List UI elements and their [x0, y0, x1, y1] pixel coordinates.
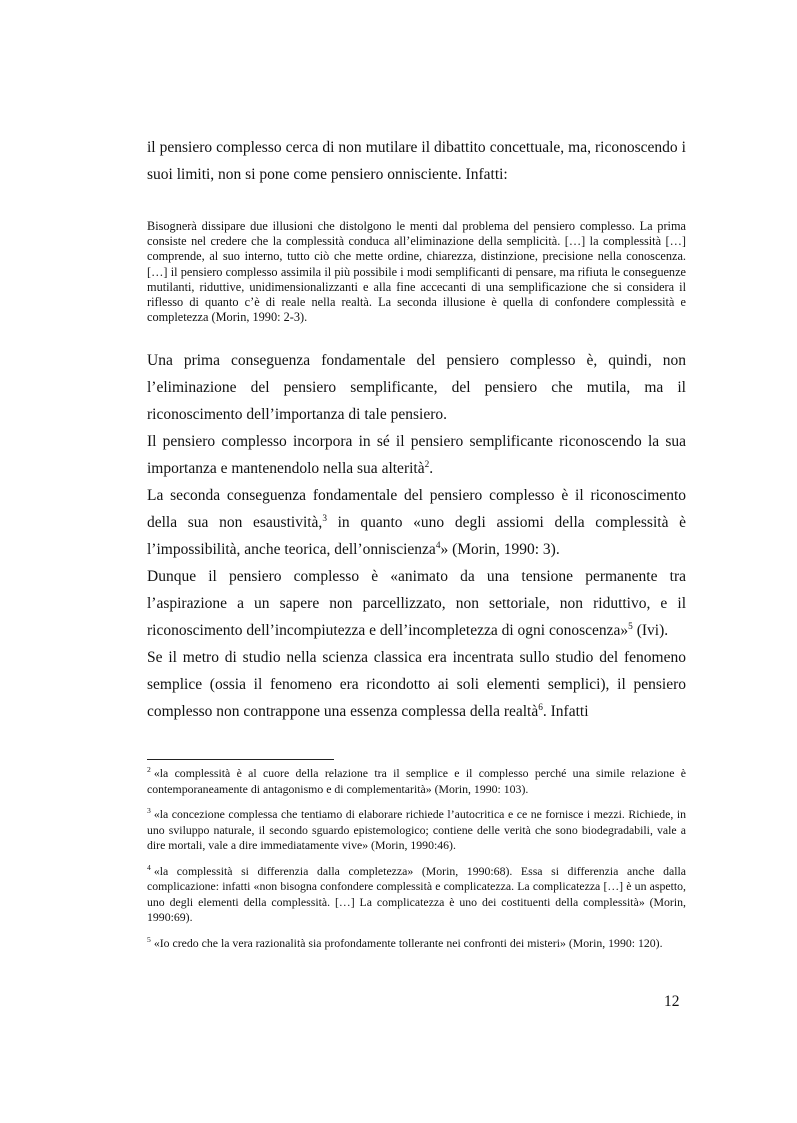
paragraph-4: Dunque il pensiero complesso è «animato da una tensione permanente tra l’aspirazione a un sapere non parcellizzato, non settoriale, non riduttivo, e il riconoscimento dell’incompiutezza e dell’incompletezza di ogni conoscenza»$^5$ (Ivi).: [147, 568, 686, 639]
footnote-ref-5: 5: [628, 621, 633, 632]
paragraph-1: Una prima conseguenza fondamentale del pensiero complesso è, quindi, non l’eliminazione del pensiero semplificante, del pensiero che mutila, ma il riconoscimento dell’importanza di tale pensiero.: [147, 352, 686, 423]
paragraph-5: Se il metro di studio nella scienza classica era incentrata sullo studio del fenomeno semplice (ossia il fenomeno era ricondotto ai soli elementi semplici), il pensiero complesso non contrappone una essenza complessa della realtà$^6$. Infatti: [147, 649, 686, 720]
footnote-ref-2: 2: [424, 459, 430, 470]
intro-paragraph: il pensiero complesso cerca di non mutilare il dibattito concettuale, ma, riconoscendo i suoi limiti, non si pone come pensiero onnisciente. Infatti:: [147, 139, 686, 183]
footnote-ref-4: 4: [435, 540, 441, 551]
main-text: [147, 347, 686, 725]
paragraph-3: La seconda conseguenza fondamentale del pensiero complesso è il riconoscimento della sua non esaustività,$^3$ in quanto «uno degli assiomi della complessità è l’impossibilità, anche teorica, dell’onniscienza$^4$» (Morin, 1990: 3).: [147, 487, 686, 558]
footnotes: [147, 766, 686, 961]
footnote-5: $^5$ «Io credo che la vera razionalità sia profondamente tollerante nei confronti dei misteri» (Morin, 1990: 120).: [147, 934, 663, 950]
paragraph-2: Il pensiero complesso incorpora in sé il pensiero semplificante riconoscendo la sua importanza e mantenendolo nella sua alterità$^2$.: [147, 433, 686, 477]
footnote-ref-3: 3: [322, 513, 327, 524]
footnote-2: $^2$ «la complessità è al cuore della relazione tra il semplice e il complesso perché una simile relazione è contemporaneamente di antagonismo e di complementarità» (Morin, 1990: 103).: [147, 765, 686, 796]
footnote-4: $^4$ «la complessità si differenzia dalla completezza» (Morin, 1990:68). Essa si differenzia anche dalla complicazione: infatti «non bisogna confondere complessità e complicatezza. La complicatezza […] è un aspetto, uno degli elementi della complessità. […] La complicatezza è uno dei costituenti della complessità» (Morin, 1990:69).: [147, 862, 686, 924]
footnote-3: $^3$ «la concezione complessa che tentiamo di elaborare richiede l’autocritica e ce ne fornisce i mezzi. Richiede, in uno sviluppo naturale, il secondo sguardo epistemologico; contiene delle verità che sono biodegradabili, vale a dire mortali, vale a dire immediatamente vive» (Morin, 1990:46).: [147, 806, 686, 852]
footnote-ref-6: 6: [538, 702, 543, 713]
quote-text: Bisognerà dissipare due illusioni che distolgono le menti dal problema del pensiero complesso. La prima consiste nel credere che la complessità conduca all’eliminazione della semplicità. […] la complessità […] comprende, al suo interno, tutto ciò che mette ordine, chiarezza, distinzione, precisione nella conoscenza. […] il pensiero complesso assimila il più possibile i modi semplificanti di pensare, ma rifiuta le conseguenze mutilanti, riduttive, unidimensionalizzanti e alla fine accecanti di una semplificazione che si considera il riflesso di quanto c’è di reale nella realtà. La seconda illusione è quella di confondere complessità e completezza (Morin, 1990: 2-3).: [147, 219, 686, 325]
page-number: 12: [664, 993, 680, 1010]
block-quote: [147, 219, 686, 325]
footnote-divider: [147, 759, 334, 760]
